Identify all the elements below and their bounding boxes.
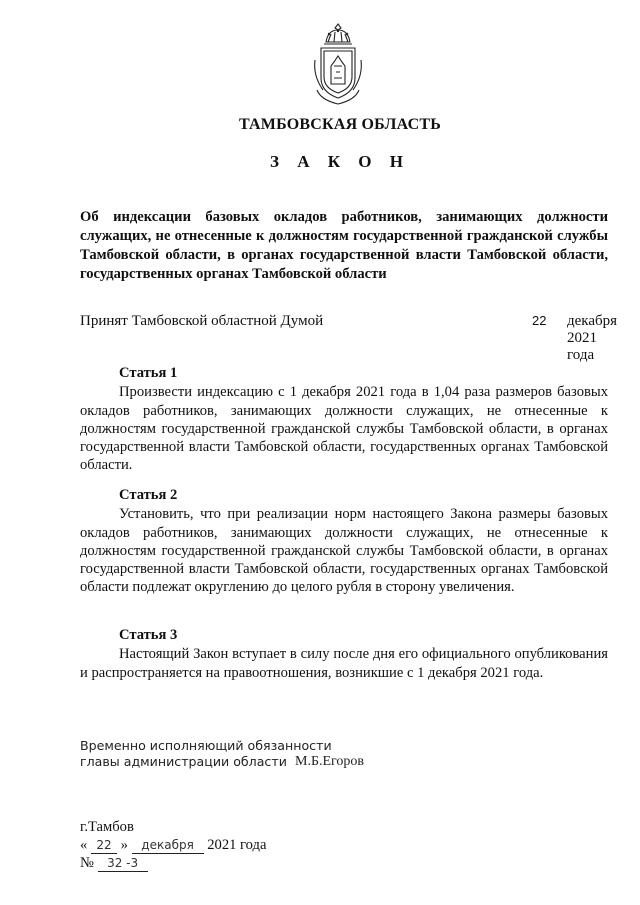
article-text: Установить, что при реализации норм настоящего Закона размеры базовых окладов работников, занимающих должности служащих, не отнесенные к должностям государственной гражданской службы Тамбовской области, в органах государственной власти Тамбовской области, государственных органах Тамбовской области подлежат округлению до целого рубля в сторону увеличения. [80,506,608,596]
article-text: Произвести индексацию с 1 декабря 2021 года в 1,04 раза размеров базовых окладов работников, занимающих должности служащих, не отнесенные к должностям государственной гражданской службы Тамбовской области, в органах государственной власти Тамбовской области, государственных органах Тамбовской области. [80,384,608,474]
article-heading: Статья 2 [119,487,178,503]
signing-month: декабря [132,838,204,854]
article-text: Настоящий Закон вступает в силу после дня его официального опубликования и распространяется на правоотношения, возникшие с 1 декабря 2021 года. [80,646,608,681]
law-title: Об индексации базовых окладов работников, занимающих должности служащих, не отнесенные к должностям государственной гражданской службы Тамбовской области, в органах государственной власти Тамбовской области, государственных органах Тамбовской области [80,209,608,282]
adoption-line [80,313,618,363]
adoption-label: Принят Тамбовской областной Думой [80,313,324,329]
law-number: 32 -3 [98,856,148,872]
article-2 [80,486,608,597]
signing-day: 22 [91,838,117,854]
region-heading: ТАМБОВСКАЯ ОБЛАСТЬ [238,116,442,133]
signatory-position-line2: главы администрации области [80,754,287,769]
signatory-name: М.Б.Егоров [295,754,365,769]
adoption-day: 22 [532,313,547,328]
coat-of-arms-icon [312,20,364,108]
quote-close: » [120,837,128,853]
article-1 [80,364,608,475]
signing-date [80,836,380,854]
document-type-heading: З А К О Н [269,152,411,171]
article-3 [80,626,608,682]
signatory-position-line1: Временно исполняющий обязанности [80,738,332,753]
adoption-month-year: декабря 2021 года [567,313,618,363]
signature-block [80,738,480,770]
quote-open: « [80,837,88,853]
law-number-line [80,854,380,872]
city: г.Тамбов [80,819,134,835]
article-heading: Статья 3 [119,627,178,643]
signatory-position-line2-row [80,754,480,770]
place-date-number-block [80,818,380,872]
article-heading: Статья 1 [119,365,178,381]
signing-year: 2021 года [207,837,267,853]
number-label: № [80,855,94,871]
